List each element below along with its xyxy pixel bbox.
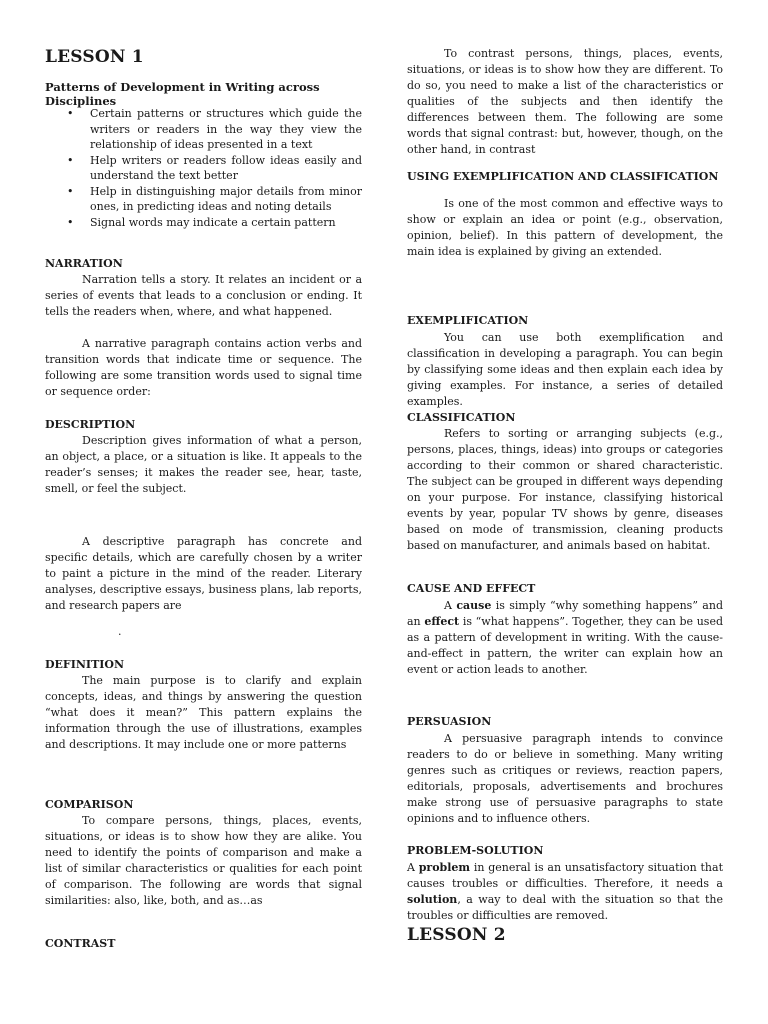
classification-paragraph: Refers to sorting or arranging subjects (e.g., persons, places, things, ideas) into groups or categories according to their common or shared characteristic. The subject can be grouped in different ways depending on your purpose. For instance, classifying historical events by year, popular TV shows by genre, diseases based on mode of transmission, cleaning products based on manufacturer, and animals based on habitat. [407,427,723,552]
cause-term: cause [456,599,492,612]
bullet-icon: • [67,184,74,198]
persuasion-paragraph: A persuasive paragraph intends to convince readers to do or believe in something. Many writing genres such as critiques or reviews, reaction papers, editorials, proposals, advertisements and brochures make strong use of persuasive paragraphs to state opinions and to influence others. [407,732,723,825]
exemplification-paragraph: You can use both exemplification and classification in developing a paragraph. You can begin by classifying some ideas and then explain each idea by giving examples. For instance, a series of detailed examples. [407,331,723,408]
lesson-1-title: LESSON 1 [45,47,144,67]
contrast-paragraph: To contrast persons, things, places, events, situations, or ideas is to show how they are different. To do so, you need to make a list of the characteristics or qualities of the subjects and then identify the differences between them. The following are some words that signal contrast: but, however, though, on the other hand, in contrast [407,47,723,156]
cause-effect-paragraph: A cause is simply “why something happens” and an effect is “what happens”. Together, they can be used as a pattern of development in writing. With the cause-and-effect in pattern, the writer can explain how an event or action leads to another. [407,599,724,676]
bullet-icon: • [67,107,74,120]
exemplification-classification-paragraph: Is one of the most common and effective ways to show or explain an idea or point (e.g., observation, opinion, belief). In this pattern of development, the main idea is explained by giving an extended. [407,197,723,258]
cause-effect-heading: CAUSE AND EFFECT [407,582,536,595]
contrast-heading: CONTRAST [45,937,116,950]
description-paragraph-1: Description gives information of what a person, an object, a place, or a situation is like. It appeals to the reader’s senses; it makes the reader see, hear, taste, smell, or feel the subject. [45,434,362,495]
lesson-subtitle: Patterns of Development in Writing across Disciplines [45,80,320,108]
persuasion-heading: PERSUASION [407,715,492,728]
definition-paragraph: The main purpose is to clarify and explain concepts, ideas, and things by answering the question “what does it mean?” This pattern explains the information through the use of illustrations, examples and descriptions. It may include one or more patterns [45,674,362,751]
bullet-icon: • [67,215,74,229]
exemplification-heading: EXEMPLIFICATION [407,314,529,327]
effect-term: effect [424,615,460,628]
bullet-icon: • [67,153,74,167]
narration-heading: NARRATION [45,257,123,270]
classification-heading: CLASSIFICATION [407,411,516,424]
bullet-item: • Signal words may indicate a certain pattern [67,215,336,229]
narration-paragraph-2: A narrative paragraph contains action verbs and transition words that indicate time or sequence. The following are some transition words used to signal time or sequence order: [45,337,362,398]
narration-paragraph-1: Narration tells a story. It relates an incident or a series of events that leads to a conclusion or ending. It tells the readers when, where, and what happened. [45,273,362,318]
lesson-2-title: LESSON 2 [407,925,506,945]
bullet-item: • Help in distinguishing major details from minor ones, in predicting ideas and noting details [67,184,362,213]
problem-term: problem [418,861,471,874]
problem-solution-heading: PROBLEM-SOLUTION [407,844,544,857]
comparison-heading: COMPARISON [45,798,134,811]
bullet-item: • Help writers or readers follow ideas easily and understand the text better [67,153,362,182]
description-paragraph-2: A descriptive paragraph has concrete and specific details, which are carefully chosen by a writer to paint a picture in the mind of the reader. Literary analyses, descriptive essays, business plans, lab reports, and research papers are [45,535,362,612]
problem-solution-paragraph: A problem in general is an unsatisfactory situation that causes troubles or difficulties. Therefore, it needs a solution, a way to deal with the situation so that the troubles or difficulties are removed. [407,861,723,922]
bullet-item: • Certain patterns or structures which guide the writers or readers in the way they view the relationship of ideas presented in a text [67,107,362,151]
exemplification-classification-heading: USING EXEMPLIFICATION AND CLASSIFICATION [407,170,719,183]
intro-bullet-list [45,106,362,230]
definition-heading: DEFINITION [45,658,125,671]
stray-period: . [118,625,122,638]
solution-term: solution [407,893,458,906]
comparison-paragraph: To compare persons, things, places, events, situations, or ideas is to show how they are alike. You need to identify the points of comparison and make a list of similar characteristics or qualities for each point of comparison. The following are words that signal similarities: also, like, both, and as…as [45,814,362,907]
description-heading: DESCRIPTION [45,418,136,431]
